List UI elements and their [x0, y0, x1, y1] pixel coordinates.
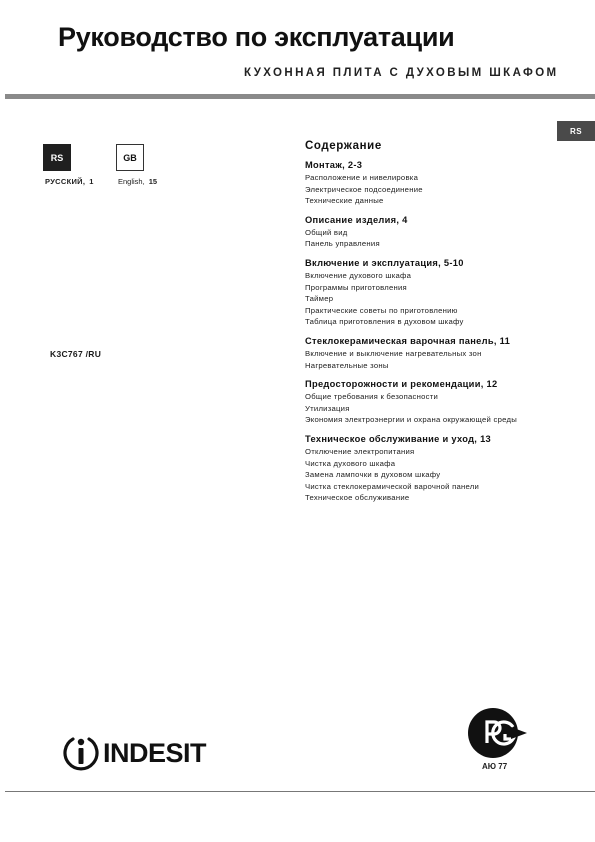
toc-section-title: Описание изделия, 4 — [305, 214, 408, 225]
language-label-gb — [118, 177, 157, 186]
toc-section — [305, 335, 565, 371]
toc-item: Общий вид — [305, 227, 348, 237]
page-subtitle: КУХОННАЯ ПЛИТА С ДУХОВЫМ ШКАФОМ — [244, 67, 559, 79]
toc-section-title: Монтаж, 2-3 — [305, 160, 363, 170]
toc-item: Включение и выключение нагревательных зон — [305, 348, 482, 358]
language-box-rs: RS — [43, 144, 71, 171]
toc-item: Панель управления — [305, 239, 380, 249]
toc-item: Экономия электроэнергии и охрана окружающей среды — [305, 415, 517, 425]
toc-item: Нагревательные зоны — [305, 360, 389, 370]
toc-item: Замена лампочки в духовом шкафу — [305, 470, 441, 480]
toc-sections — [305, 159, 565, 504]
toc-item: Практические советы по приготовлению — [305, 305, 458, 315]
toc-item: Отключение электропитания — [305, 446, 415, 456]
toc-item: Таймер — [305, 294, 334, 304]
language-side-tab: RS — [557, 121, 595, 141]
header-divider — [5, 94, 595, 99]
language-box-gb: GB — [116, 144, 144, 171]
toc-section — [305, 257, 565, 328]
toc-item: Утилизация — [305, 403, 350, 413]
footer-divider — [5, 791, 595, 792]
language-name-rs: РУССКИЙ, — [45, 177, 86, 186]
toc-item: Технические данные — [305, 196, 384, 206]
toc-item: Расположение и нивелировка — [305, 173, 419, 182]
model-number: K3C767 /RU — [50, 349, 102, 359]
toc-item: Электрическое подсоединение — [305, 184, 423, 194]
toc-section — [305, 214, 565, 250]
toc-section — [305, 433, 565, 504]
brand-logo — [62, 733, 206, 773]
language-label-rs — [45, 177, 94, 186]
toc-item: Программы приготовления — [305, 282, 407, 292]
toc-item: Чистка стеклокерамической варочной панели — [305, 481, 480, 491]
certification-mark — [467, 707, 529, 764]
toc-section-title: Стеклокерамическая варочная панель, 11 — [305, 335, 511, 346]
toc-section-title: Предосторожности и рекомендации, 12 — [305, 379, 498, 390]
pct-certification-mark-icon — [467, 707, 529, 759]
toc-section — [305, 378, 565, 426]
toc-item: Общие требования к безопасности — [305, 392, 439, 402]
certification-code: АЮ 77 — [482, 762, 508, 771]
language-page-gb: 15 — [148, 177, 158, 186]
language-page-rs: 1 — [89, 177, 94, 186]
language-name-gb: English, — [118, 177, 145, 186]
toc-section — [305, 159, 565, 207]
toc-section-title: Включение и эксплуатация, 5-10 — [305, 257, 464, 268]
page-title: Руководство по эксплуатации — [58, 22, 455, 52]
toc-item: Включение духового шкафа — [305, 270, 412, 280]
toc-heading: Содержание — [305, 140, 382, 152]
toc-item: Техническое обслуживание — [305, 493, 410, 503]
brand-name: INDESIT — [103, 737, 207, 768]
table-of-contents — [305, 140, 565, 511]
toc-item: Чистка духового шкафа — [305, 458, 396, 468]
toc-section-title: Техническое обслуживание и уход, 13 — [305, 433, 492, 444]
indesit-logo-icon — [62, 733, 100, 773]
toc-item: Таблица приготовления в духовом шкафу — [305, 317, 464, 327]
